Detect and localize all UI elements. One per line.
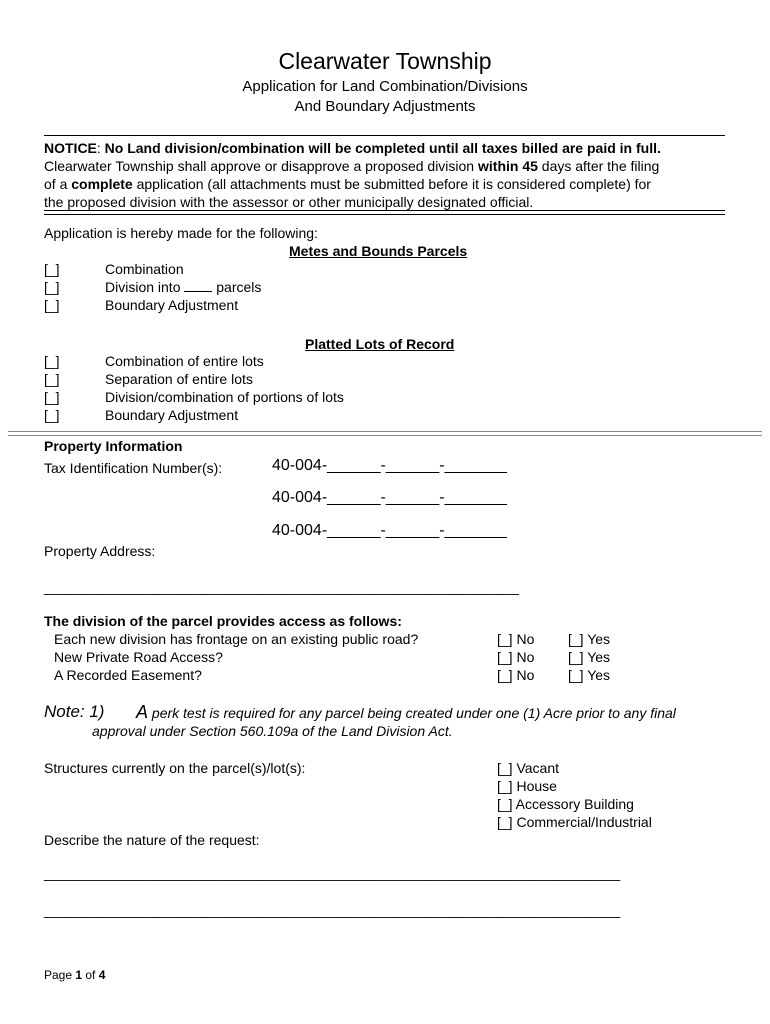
property-address-field[interactable]: _____________________________________________________________ (44, 579, 519, 595)
platted-checkbox-separation[interactable]: [_] (44, 371, 60, 387)
tax-id-field-2[interactable]: 40-004-______-______-_______ (272, 489, 507, 506)
notice-line-3-bold: complete (71, 176, 133, 192)
note-line-1-text: perk test is required for any parcel being created under one (1) Acre prior to any final (148, 705, 676, 721)
access-question-private-road: New Private Road Access? (54, 649, 223, 665)
platted-option-boundary: Boundary Adjustment (105, 407, 239, 423)
notice-top-rule (44, 135, 725, 136)
platted-checkbox-portions[interactable]: [_] (44, 389, 60, 405)
platted-heading: Platted Lots of Record (305, 336, 455, 352)
page-total: 4 (98, 968, 106, 982)
note-first-letter: A (136, 702, 149, 722)
request-line-2[interactable]: __________________________________________________________________________ (44, 902, 621, 918)
access-private-road-no[interactable]: [_] No (497, 649, 535, 665)
notice-line-1 (44, 139, 734, 157)
notice-bottom-rule (44, 210, 725, 215)
notice-line-2-pre: Clearwater Township shall approve or disapprove a proposed division (44, 158, 478, 174)
metes-option-division-suffix: parcels (212, 279, 262, 295)
notice-line-3 (44, 175, 734, 193)
structure-option-accessory[interactable]: [_] Accessory Building (497, 796, 634, 812)
tax-id-field-3[interactable]: 40-004-______-______-_______ (272, 522, 507, 539)
access-easement-no[interactable]: [_] No (497, 667, 535, 683)
notice-line-3-post: application (all attachments must be submitted before it is considered complete) for (132, 176, 651, 192)
platted-option-separation: Separation of entire lots (105, 371, 253, 387)
platted-option-combination: Combination of entire lots (105, 353, 264, 369)
structure-option-house[interactable]: [_] House (497, 778, 557, 794)
notice-block (44, 139, 734, 211)
metes-heading: Metes and Bounds Parcels (289, 243, 468, 259)
metes-option-division (105, 279, 261, 295)
platted-option-portions: Division/combination of portions of lots (105, 389, 344, 405)
metes-checkbox-combination[interactable]: [_] (44, 261, 60, 277)
application-intro: Application is hereby made for the following: (44, 225, 318, 241)
notice-line-2-bold: within 45 (478, 158, 538, 174)
access-frontage-no[interactable]: [_] No (497, 631, 535, 647)
note-label: Note: 1) (44, 702, 105, 721)
page-current: 1 (75, 968, 83, 982)
notice-colon: : (96, 140, 105, 156)
platted-checkbox-boundary[interactable]: [_] (44, 407, 60, 423)
request-line-1[interactable]: __________________________________________________________________________ (44, 865, 621, 881)
notice-line-2-post: days after the filing (537, 158, 660, 174)
page-title: Clearwater Township (278, 48, 492, 74)
access-easement-yes[interactable]: [_] Yes (568, 667, 611, 683)
notice-label: NOTICE (44, 140, 97, 156)
access-question-frontage: Each new division has frontage on an existing public road? (54, 631, 419, 647)
page-prefix: Page (44, 968, 76, 982)
page-number (44, 968, 105, 982)
metes-option-combination: Combination (105, 261, 184, 277)
page-of: of (82, 968, 99, 982)
structures-label: Structures currently on the parcel(s)/lot(s): (44, 760, 306, 776)
access-question-easement: A Recorded Easement? (54, 667, 202, 683)
note-line-2: approval under Section 560.109a of the Land Division Act. (92, 723, 453, 739)
metes-checkbox-boundary[interactable]: [_] (44, 297, 60, 313)
tax-id-label: Tax Identification Number(s): (44, 460, 223, 476)
property-heading: Property Information (44, 438, 183, 454)
notice-line-4: the proposed division with the assessor or other municipally designated official. (44, 194, 534, 210)
metes-checkbox-division[interactable]: [_] (44, 279, 60, 295)
page-subtitle-1: Application for Land Combination/Divisions (242, 78, 528, 95)
platted-checkbox-combination[interactable]: [_] (44, 353, 60, 369)
notice-line-3-pre: of a (44, 176, 72, 192)
section-divider (8, 431, 762, 436)
request-label: Describe the nature of the request: (44, 832, 260, 848)
note-line-1 (136, 702, 676, 723)
property-address-label: Property Address: (44, 543, 156, 559)
notice-line-2 (44, 157, 734, 175)
access-heading: The division of the parcel provides access as follows: (44, 613, 402, 629)
access-frontage-yes[interactable]: [_] Yes (568, 631, 611, 647)
metes-option-boundary: Boundary Adjustment (105, 297, 239, 313)
division-count-field[interactable] (184, 279, 212, 292)
notice-bold-text: No Land division/combination will be completed until all taxes billed are paid in full. (104, 140, 661, 156)
structure-option-commercial[interactable]: [_] Commercial/Industrial (497, 814, 652, 830)
structure-option-vacant[interactable]: [_] Vacant (497, 760, 560, 776)
page-subtitle-2: And Boundary Adjustments (294, 98, 476, 115)
tax-id-field-1[interactable]: 40-004-______-______-_______ (272, 457, 507, 474)
metes-option-division-label: Division into (105, 279, 181, 295)
access-private-road-yes[interactable]: [_] Yes (568, 649, 611, 665)
